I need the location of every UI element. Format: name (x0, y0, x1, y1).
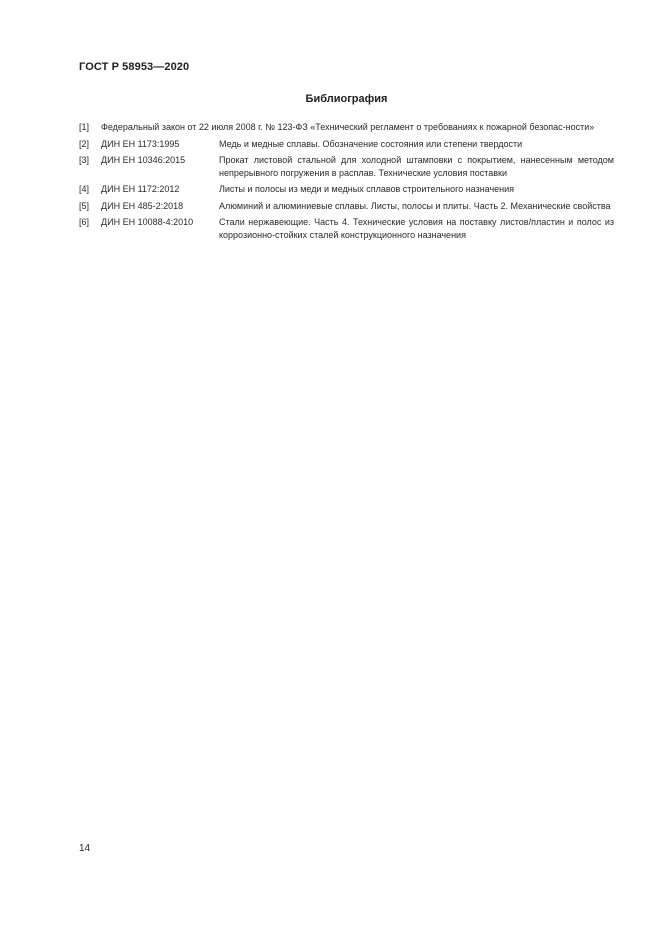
entry-code: ДИН ЕН 1172:2012 (101, 184, 180, 194)
bibliography-entry (79, 216, 614, 241)
entry-title: Прокат листовой стальной для холодной штамповки с покрытием, нанесенным методом непрерывного погружения в расплав. Технические условия поставки (219, 155, 614, 178)
entry-code: ДИН ЕН 1173:1995 (101, 138, 180, 149)
entry-code: ДИН ЕН 10346:2015 (101, 155, 186, 165)
entry-title: Алюминий и алюминиевые сплавы. Листы, полосы и плиты. Часть 2. Механические свойства (219, 200, 611, 211)
bibliography-entry (79, 183, 614, 196)
bibliography-list (79, 121, 614, 245)
entry-number: [2] (79, 138, 90, 149)
entry-title: Стали нержавеющие. Часть 4. Технические условия на поставку листов/пластин и полос из коррозионно-стойких сталей конструкционного назначения (219, 217, 614, 240)
bibliography-entry (79, 138, 614, 151)
entry-number: [1] (79, 122, 90, 132)
entry-title: Федеральный закон от 22 июля 2008 г. № 123-ФЗ «Технический регламент о требованиях к пожарной безопас-ности» (101, 122, 595, 132)
entry-title: Медь и медные сплавы. Обозначение состояния или степени твердости (219, 138, 523, 149)
entry-code: ДИН ЕН 10088-4:2010 (101, 217, 194, 227)
entry-number: [3] (79, 155, 90, 165)
entry-number: [6] (79, 217, 90, 227)
entry-number: [5] (79, 200, 90, 211)
entry-title: Листы и полосы из меди и медных сплавов строительного назначения (219, 184, 515, 194)
entry-code: ДИН ЕН 485-2:2018 (101, 200, 184, 211)
page-number: 14 (79, 843, 91, 854)
bibliography-entry (79, 121, 614, 134)
entry-number: [4] (79, 184, 90, 194)
section-title: Библиография (305, 93, 388, 105)
bibliography-entry (79, 200, 614, 213)
bibliography-entry (79, 154, 614, 179)
document-header: ГОСТ Р 58953—2020 (79, 61, 190, 73)
